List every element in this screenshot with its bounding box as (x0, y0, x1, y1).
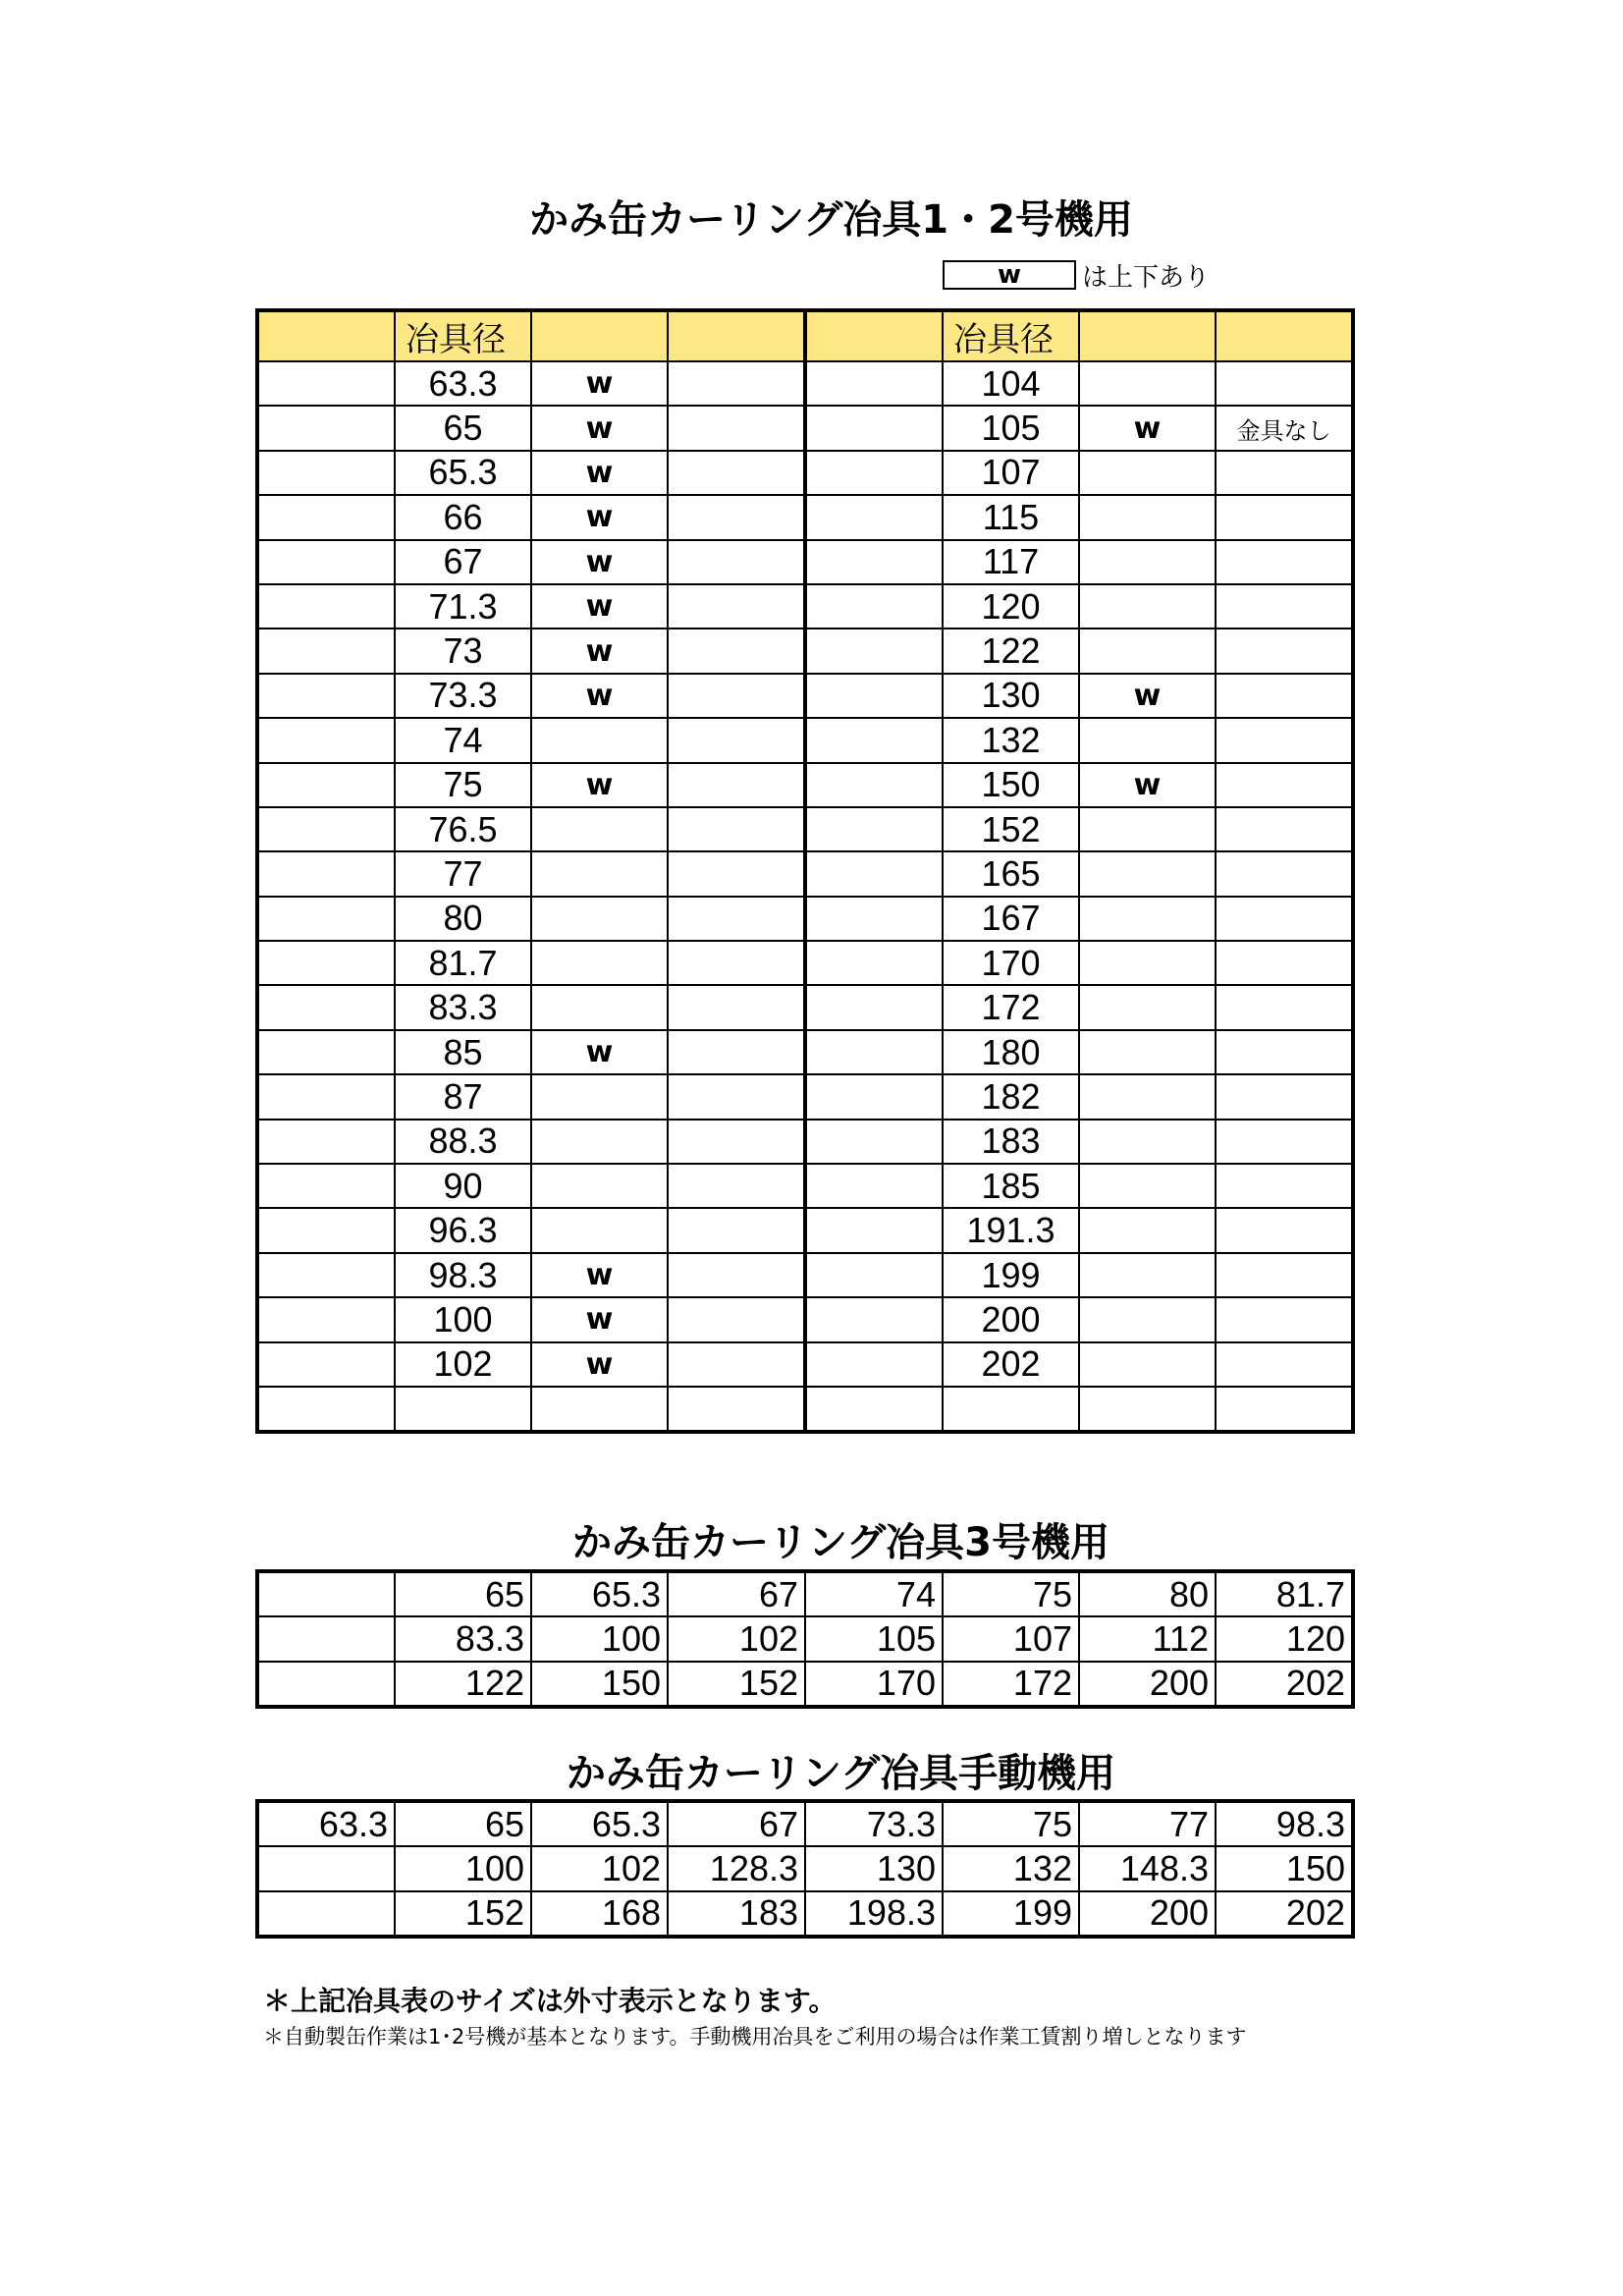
note-cell (1216, 941, 1353, 985)
double-mark-cell (531, 1387, 668, 1432)
note-cell (668, 406, 805, 450)
blank-cell (805, 1297, 943, 1341)
blank-cell (805, 851, 943, 896)
header-blank-cell (805, 310, 943, 361)
double-mark-cell (1079, 807, 1216, 851)
double-mark-cell (1079, 495, 1216, 539)
double-mark-cell (531, 1208, 668, 1252)
blank-cell (805, 718, 943, 762)
note-cell (1216, 1387, 1353, 1432)
table-row (257, 1120, 1353, 1164)
table-row (257, 495, 1353, 539)
size-cell: 67 (668, 1801, 805, 1846)
double-mark-cell: w (531, 763, 668, 807)
size-cell: 80 (395, 897, 531, 941)
size-cell: 74 (805, 1571, 943, 1616)
size-cell (257, 1616, 395, 1661)
note-cell (668, 1297, 805, 1341)
section-title-3go: かみ缶カーリング冶具3号機用 (571, 1520, 1110, 1565)
blank-cell (805, 1387, 943, 1432)
blank-cell (805, 361, 943, 406)
header-size-label: 冶具径 (943, 310, 1079, 361)
blank-cell (257, 1253, 395, 1297)
note-cell (1216, 1297, 1353, 1341)
size-cell: 90 (395, 1164, 531, 1208)
table-row (257, 1571, 1353, 1616)
size-cell: 87 (395, 1074, 531, 1119)
size-cell: 170 (805, 1662, 943, 1707)
double-mark-cell: w (1079, 674, 1216, 718)
size-cell: 202 (943, 1342, 1079, 1387)
note-cell (1216, 361, 1353, 406)
size-cell: 80 (1079, 1571, 1216, 1616)
size-cell (257, 1846, 395, 1890)
table-row (257, 629, 1353, 673)
note-cell (668, 897, 805, 941)
double-mark-cell: w (531, 1297, 668, 1341)
note-cell (668, 1120, 805, 1164)
size-cell (943, 1387, 1079, 1432)
size-cell: 122 (943, 629, 1079, 673)
size-cell: 172 (943, 985, 1079, 1029)
double-mark-cell (1079, 1074, 1216, 1119)
double-mark-cell (531, 941, 668, 985)
size-cell: 130 (805, 1846, 943, 1890)
double-mark-cell: w (531, 495, 668, 539)
size-cell: 73.3 (805, 1801, 943, 1846)
note-cell (1216, 1208, 1353, 1252)
size-cell: 75 (395, 763, 531, 807)
note-cell (668, 629, 805, 673)
size-cell: 150 (943, 763, 1079, 807)
double-mark-cell: w (531, 406, 668, 450)
double-mark-cell: w (531, 1253, 668, 1297)
section-title-manual: かみ缶カーリング冶具手動機用 (566, 1751, 1116, 1796)
size-cell: 198.3 (805, 1891, 943, 1937)
size-cell: 200 (1079, 1662, 1216, 1707)
blank-cell (257, 1030, 395, 1074)
size-cell: 182 (943, 1074, 1079, 1119)
table-row (257, 674, 1353, 718)
legend (943, 259, 1210, 291)
note-cell (668, 584, 805, 629)
size-cell: 115 (943, 495, 1079, 539)
table-3go (255, 1569, 1355, 1709)
blank-cell (805, 985, 943, 1029)
note-cell (668, 1342, 805, 1387)
note-cell (1216, 674, 1353, 718)
size-cell: 148.3 (1079, 1846, 1216, 1890)
size-cell: 168 (531, 1891, 668, 1937)
blank-cell (805, 1030, 943, 1074)
table-row (257, 807, 1353, 851)
size-cell: 102 (668, 1616, 805, 1661)
size-cell: 191.3 (943, 1208, 1079, 1252)
blank-cell (805, 495, 943, 539)
double-mark-cell (531, 985, 668, 1029)
size-cell: 73.3 (395, 674, 531, 718)
size-cell: 152 (395, 1891, 531, 1937)
table-row (257, 718, 1353, 762)
table-row (257, 1387, 1353, 1432)
size-cell: 63.3 (395, 361, 531, 406)
table-row (257, 1030, 1353, 1074)
table-row (257, 540, 1353, 584)
blank-cell (257, 451, 395, 495)
table-row (257, 851, 1353, 896)
note-cell (1216, 763, 1353, 807)
size-cell: 183 (943, 1120, 1079, 1164)
table-row (257, 985, 1353, 1029)
size-cell: 150 (1216, 1846, 1353, 1890)
size-cell: 200 (1079, 1891, 1216, 1937)
size-cell: 170 (943, 941, 1079, 985)
size-cell: 105 (943, 406, 1079, 450)
note-cell (668, 1208, 805, 1252)
size-cell: 180 (943, 1030, 1079, 1074)
size-cell: 83.3 (395, 1616, 531, 1661)
blank-cell (257, 1387, 395, 1432)
note-cell (668, 361, 805, 406)
double-mark-cell: w (1079, 406, 1216, 450)
note-cell (1216, 540, 1353, 584)
table-row (257, 406, 1353, 450)
size-cell: 65.3 (531, 1571, 668, 1616)
table-row (257, 451, 1353, 495)
blank-cell (257, 718, 395, 762)
double-mark-cell: w (531, 584, 668, 629)
size-cell: 150 (531, 1662, 668, 1707)
blank-cell (257, 1164, 395, 1208)
size-cell: 130 (943, 674, 1079, 718)
blank-cell (805, 406, 943, 450)
double-mark-cell (1079, 851, 1216, 896)
note-cell (1216, 1030, 1353, 1074)
size-cell: 65 (395, 406, 531, 450)
double-mark-cell (531, 718, 668, 762)
double-mark-cell: w (531, 1030, 668, 1074)
blank-cell (805, 1342, 943, 1387)
blank-cell (805, 451, 943, 495)
double-mark-cell (1079, 1208, 1216, 1252)
header-blank-cell (668, 310, 805, 361)
table-row (257, 1616, 1353, 1661)
note-cell: 金具なし (1216, 406, 1353, 450)
size-cell: 100 (395, 1297, 531, 1341)
size-cell: 199 (943, 1253, 1079, 1297)
size-cell: 152 (668, 1662, 805, 1707)
header-blank-cell (1079, 310, 1216, 361)
table-row (257, 1164, 1353, 1208)
note-cell (1216, 1164, 1353, 1208)
footnote-work-fee: ＊自動製缶作業は1･2号機が基本となります。手動機用冶具をご利用の場合は作業工賃割り増しとなります (263, 2025, 1247, 2049)
size-cell: 172 (943, 1662, 1079, 1707)
double-mark-cell (1079, 941, 1216, 985)
size-cell: 199 (943, 1891, 1079, 1937)
size-cell: 167 (943, 897, 1079, 941)
blank-cell (257, 1297, 395, 1341)
blank-cell (805, 584, 943, 629)
size-cell: 100 (395, 1846, 531, 1890)
double-mark-cell: w (531, 540, 668, 584)
double-mark-cell: w (531, 451, 668, 495)
size-cell: 202 (1216, 1891, 1353, 1937)
double-mark-cell (1079, 1030, 1216, 1074)
blank-cell (257, 807, 395, 851)
blank-cell (805, 1164, 943, 1208)
size-cell: 152 (943, 807, 1079, 851)
double-mark-cell (531, 1074, 668, 1119)
size-cell: 76.5 (395, 807, 531, 851)
size-cell: 83.3 (395, 985, 531, 1029)
table-row (257, 1253, 1353, 1297)
size-cell: 75 (943, 1571, 1079, 1616)
size-cell: 81.7 (395, 941, 531, 985)
note-cell (668, 807, 805, 851)
size-cell: 107 (943, 1616, 1079, 1661)
blank-cell (805, 1208, 943, 1252)
blank-cell (257, 584, 395, 629)
header-blank-cell (1216, 310, 1353, 361)
size-cell: 98.3 (395, 1253, 531, 1297)
note-cell (1216, 584, 1353, 629)
blank-cell (257, 1342, 395, 1387)
size-cell: 165 (943, 851, 1079, 896)
double-mark-cell (1079, 897, 1216, 941)
blank-cell (805, 629, 943, 673)
size-cell: 85 (395, 1030, 531, 1074)
size-cell: 105 (805, 1616, 943, 1661)
double-mark-cell: w (1079, 763, 1216, 807)
double-mark-cell (1079, 629, 1216, 673)
note-cell (1216, 451, 1353, 495)
double-mark-cell (531, 897, 668, 941)
blank-cell (805, 897, 943, 941)
note-cell (1216, 495, 1353, 539)
double-mark-cell: w (531, 629, 668, 673)
header-blank-cell (257, 310, 395, 361)
table-row (257, 897, 1353, 941)
legend-text: は上下あり (1082, 262, 1211, 293)
double-mark-cell (531, 807, 668, 851)
double-mark-cell: w (531, 1342, 668, 1387)
note-cell (1216, 851, 1353, 896)
size-cell: 98.3 (1216, 1801, 1353, 1846)
size-cell: 183 (668, 1891, 805, 1937)
header-size-label: 冶具径 (395, 310, 531, 361)
note-cell (1216, 985, 1353, 1029)
table-row (257, 1297, 1353, 1341)
page-title: かみ缶カーリング冶具1・2号機用 (529, 197, 1133, 243)
size-cell: 120 (943, 584, 1079, 629)
header-blank-cell (531, 310, 668, 361)
blank-cell (805, 674, 943, 718)
note-cell (668, 851, 805, 896)
size-cell: 73 (395, 629, 531, 673)
table-row (257, 1846, 1353, 1890)
double-mark-cell (1079, 451, 1216, 495)
size-cell: 104 (943, 361, 1079, 406)
size-cell: 128.3 (668, 1846, 805, 1890)
note-cell (668, 763, 805, 807)
double-mark-cell: w (531, 361, 668, 406)
size-cell: 96.3 (395, 1208, 531, 1252)
blank-cell (257, 495, 395, 539)
blank-cell (257, 897, 395, 941)
size-cell: 112 (1079, 1616, 1216, 1661)
size-cell: 65 (395, 1801, 531, 1846)
note-cell (668, 985, 805, 1029)
double-mark-cell (1079, 1387, 1216, 1432)
size-cell: 65.3 (395, 451, 531, 495)
double-mark-cell (1079, 1120, 1216, 1164)
table-row (257, 1342, 1353, 1387)
blank-cell (257, 851, 395, 896)
size-cell: 102 (395, 1342, 531, 1387)
size-cell: 185 (943, 1164, 1079, 1208)
blank-cell (257, 941, 395, 985)
double-mark-cell (1079, 361, 1216, 406)
note-cell (1216, 897, 1353, 941)
note-cell (1216, 1342, 1353, 1387)
table-manual (255, 1799, 1355, 1939)
blank-cell (257, 406, 395, 450)
blank-cell (805, 807, 943, 851)
size-cell: 75 (943, 1801, 1079, 1846)
note-cell (668, 1253, 805, 1297)
size-cell: 67 (668, 1571, 805, 1616)
blank-cell (805, 540, 943, 584)
blank-cell (257, 1120, 395, 1164)
size-cell: 122 (395, 1662, 531, 1707)
blank-cell (257, 540, 395, 584)
size-cell (257, 1662, 395, 1707)
blank-cell (257, 361, 395, 406)
legend-mark: w (943, 260, 1076, 290)
footnote-outer-size: ＊上記冶具表のサイズは外寸表示となります。 (263, 1985, 837, 2017)
double-mark-cell (1079, 718, 1216, 762)
size-cell (395, 1387, 531, 1432)
blank-cell (805, 1074, 943, 1119)
blank-cell (257, 629, 395, 673)
table-header-row (257, 310, 1353, 361)
note-cell (668, 540, 805, 584)
note-cell (1216, 1253, 1353, 1297)
size-cell: 117 (943, 540, 1079, 584)
double-mark-cell (531, 851, 668, 896)
blank-cell (805, 1253, 943, 1297)
size-cell: 132 (943, 718, 1079, 762)
note-cell (668, 941, 805, 985)
note-cell (668, 451, 805, 495)
double-mark-cell (1079, 1253, 1216, 1297)
size-cell: 77 (1079, 1801, 1216, 1846)
note-cell (1216, 807, 1353, 851)
blank-cell (257, 1208, 395, 1252)
blank-cell (257, 674, 395, 718)
note-cell (668, 1387, 805, 1432)
size-cell: 107 (943, 451, 1079, 495)
blank-cell (257, 1074, 395, 1119)
blank-cell (257, 763, 395, 807)
table-row (257, 1074, 1353, 1119)
double-mark-cell (1079, 1164, 1216, 1208)
blank-cell (257, 985, 395, 1029)
note-cell (668, 718, 805, 762)
note-cell (1216, 629, 1353, 673)
note-cell (668, 495, 805, 539)
size-cell: 120 (1216, 1616, 1353, 1661)
double-mark-cell (1079, 985, 1216, 1029)
double-mark-cell: w (531, 674, 668, 718)
blank-cell (805, 1120, 943, 1164)
size-cell: 66 (395, 495, 531, 539)
size-cell: 67 (395, 540, 531, 584)
note-cell (668, 1074, 805, 1119)
double-mark-cell (1079, 540, 1216, 584)
note-cell (668, 1030, 805, 1074)
size-cell: 200 (943, 1297, 1079, 1341)
table-row (257, 1662, 1353, 1707)
main-size-table (255, 308, 1355, 1434)
size-cell (257, 1891, 395, 1937)
size-cell: 74 (395, 718, 531, 762)
note-cell (1216, 1074, 1353, 1119)
size-cell: 102 (531, 1846, 668, 1890)
double-mark-cell (1079, 1297, 1216, 1341)
size-cell (257, 1571, 395, 1616)
double-mark-cell (1079, 1342, 1216, 1387)
double-mark-cell (1079, 584, 1216, 629)
blank-cell (805, 941, 943, 985)
size-cell: 202 (1216, 1662, 1353, 1707)
note-cell (1216, 1120, 1353, 1164)
note-cell (668, 1164, 805, 1208)
size-cell: 77 (395, 851, 531, 896)
table-row (257, 361, 1353, 406)
size-cell: 71.3 (395, 584, 531, 629)
table-row (257, 584, 1353, 629)
note-cell (1216, 718, 1353, 762)
size-cell: 81.7 (1216, 1571, 1353, 1616)
double-mark-cell (531, 1120, 668, 1164)
blank-cell (805, 763, 943, 807)
table-row (257, 1891, 1353, 1937)
size-cell: 63.3 (257, 1801, 395, 1846)
table-row (257, 1208, 1353, 1252)
table-row (257, 763, 1353, 807)
table-row (257, 941, 1353, 985)
size-cell: 65.3 (531, 1801, 668, 1846)
double-mark-cell (531, 1164, 668, 1208)
size-cell: 88.3 (395, 1120, 531, 1164)
size-cell: 65 (395, 1571, 531, 1616)
note-cell (668, 674, 805, 718)
table-row (257, 1801, 1353, 1846)
size-cell: 100 (531, 1616, 668, 1661)
size-cell: 132 (943, 1846, 1079, 1890)
